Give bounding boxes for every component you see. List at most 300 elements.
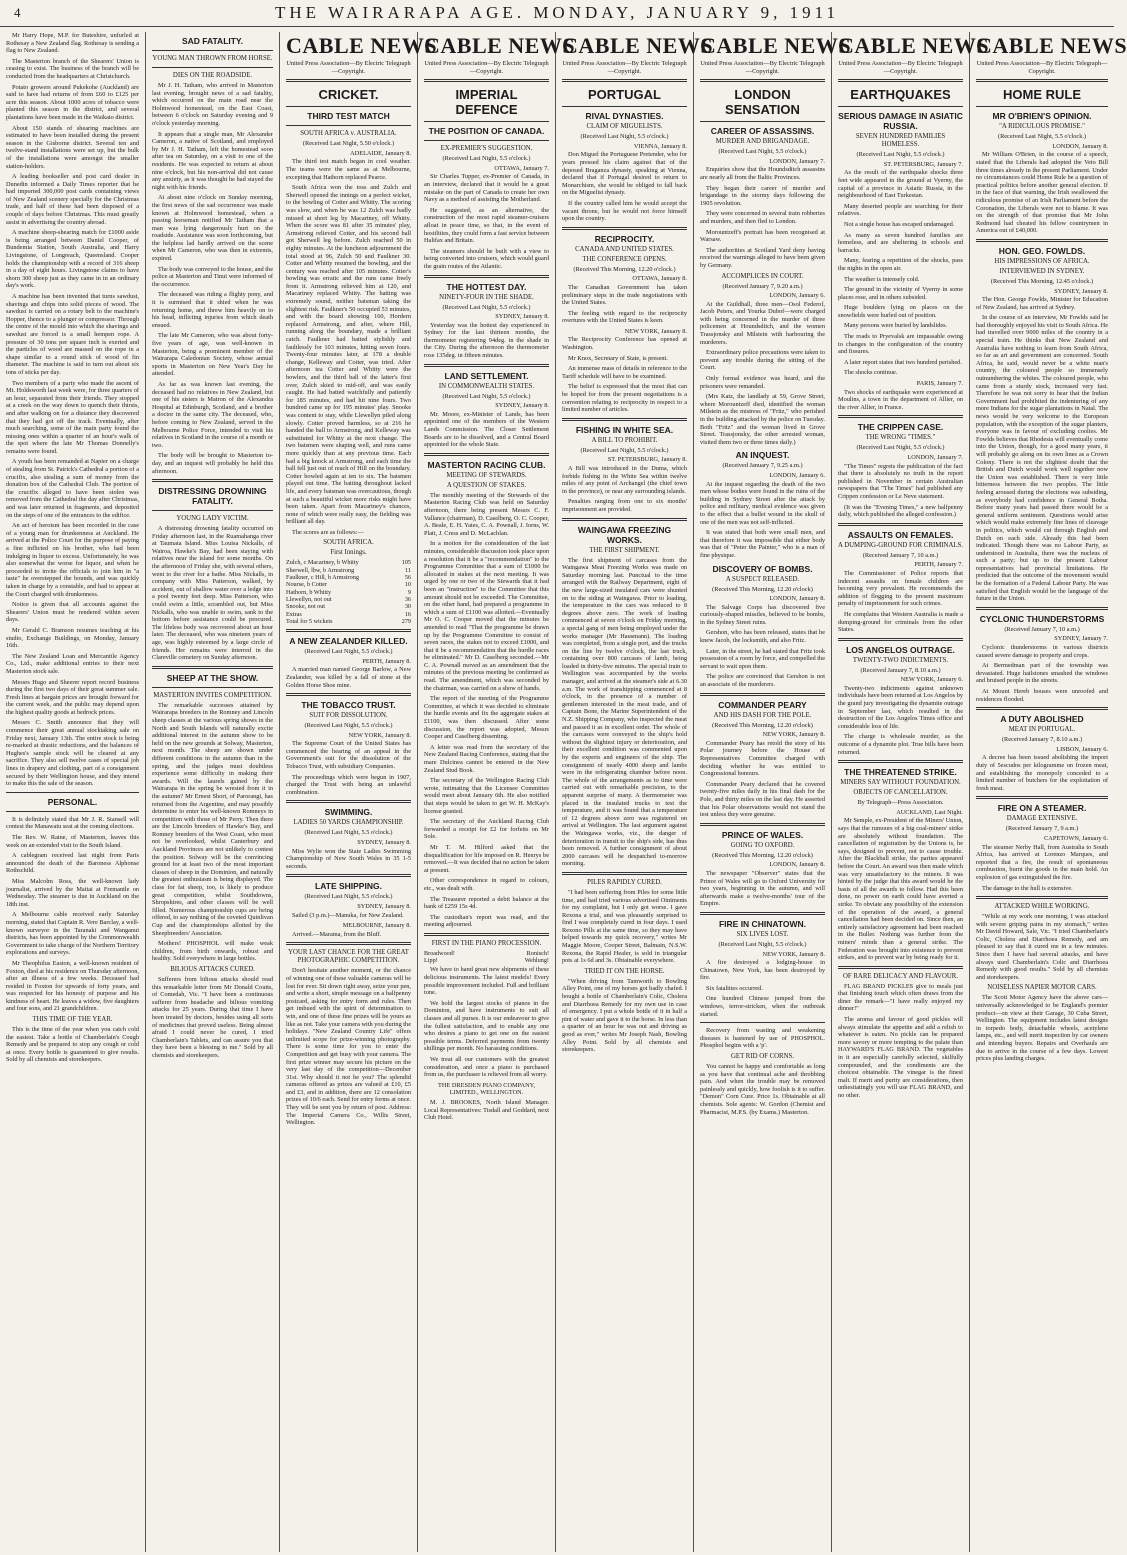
paragraph: At about nine o'clock on Sunday morning, the first news of the sad occurrence was made known at Holmwood homestead, when a passing horseman notified Mr Tatham that a man was lying dangerously hurt on the roadside. Assistance was soon forthcoming, but the helpless lad hardly arrived on the scene when Mr Cameron, who was then in extremis, expired. (152, 194, 273, 263)
brand: Lipp! (424, 957, 438, 965)
paragraph: At Bermedman part of the township was devastated. Huge hailstones smashed the windows and bruised people in the streets. (976, 662, 1108, 685)
paragraph: A letter was read from the secretary of the New Zealand Racing Conference, stating that the mare Dulcinea cannot be entered in the New Zealand Stud Book. (424, 743, 549, 774)
headline-late-shipping: LATE SHIPPING. (315, 881, 382, 892)
paragraph: Enquiries show that the Houndsditch assassins are nearly all from the Baltic Provinces. (700, 166, 825, 181)
divider (976, 106, 1108, 107)
paragraph: The authorities at Scotland Yard deny having received the warnings alleged to have been given by Germany. (700, 246, 825, 269)
piano-brands (424, 950, 549, 965)
received-line: (Received This Morning, 12.20 o'clock.) (573, 265, 676, 273)
headline-imperial-defence: IMPERIAL DEFENCE (455, 87, 518, 118)
paragraph: Six fatalities occurred. (706, 984, 763, 992)
column-2 (146, 32, 280, 1552)
paragraph: The Reciprocity Conference has opened at Washington. (562, 336, 687, 352)
paragraph: At the inquest regarding the death of the two men whose bodies were found in the ruins of the building in Sydney Street after the attack by police and military, medical evidence was given to the effect that a bullet wound in the skull of one of the men was not self-inflicted. (700, 480, 825, 526)
paragraph: Notice is given that all accounts against the Shearers' Union must be rendered within seven days. (6, 601, 139, 624)
paragraph: Miss Wylie won the State Ladies Swimming Championship of New South Wales in 35 1-5 seconds. (286, 847, 411, 870)
divider (562, 872, 687, 875)
paragraph: It was stated that both were small men, and that therefore it was impossible that either body was that of "Peter the Painter," who is a man of fine physique. (700, 529, 825, 559)
subheadline: THIRD TEST MATCH (307, 111, 390, 122)
received-line: (Received Last Night, 5.5 o'clock.) (580, 133, 669, 141)
score-row: Hathorn, b Whitty 9 (286, 588, 411, 596)
headline-assaults: ASSAULTS ON FEMALES. (847, 529, 954, 540)
paragraph: It is definitely stated that Mr J. R. Stansell will contest the Manawatu seat at the coming elections. (6, 815, 139, 831)
received-line: (Received January 7, 9.20 a.m.) (722, 282, 803, 290)
paragraph: The police are convinced that Gershon is not an associate of the murderers. (700, 673, 825, 689)
score-total: Total for 5 wickets 279 (286, 617, 411, 625)
divider (562, 227, 687, 230)
paragraph: As many as seven hundred families are homeless, and are sheltering in schools and barracks. (838, 231, 963, 254)
subheadline: SERIOUS DAMAGE IN ASIATIC RUSSIA. (838, 111, 963, 132)
paragraph: "When driving from Tamworth to Bowling Alley Point, one of my horses got badly chafed. I bought a bottle of Chamberlain's Colic, Cholera and Diarrhoea Remedy for my own use in case of emergency. I put a whole bottle of it in half a pint of water and gave it to the horse. In less than a quarter of an hour he was out and driving as good as ever," writes Mr Joseph Nash, Bowling Alley Point. Sold by all chemists and storekeepers. (562, 977, 687, 1054)
received-line: (Received Last Night, 5.5 o'clock.) (856, 151, 945, 159)
divider (286, 106, 411, 107)
divider (976, 896, 1108, 899)
divider (424, 140, 549, 141)
paragraph: The late Mr Cameron, who was about forty-five years of age, was well-known in Masterton, being a prominent member of the Wairarapa Caledonian Society, whose annual sports in Masterton on New Year's Day he attended. (152, 332, 273, 378)
cable-news-banner: CABLE NEWS (838, 33, 990, 58)
dateline: NEW YORK, January 8. (348, 731, 411, 739)
subheadline: HIS IMPRESSIONS OF AFRICA. (994, 257, 1090, 265)
headline-napier-cars: NOISELESS NAPIER MOTOR CARS. (987, 984, 1097, 992)
cable-news-banner: CABLE NEWS (286, 33, 438, 58)
dateline: SYDNEY, January 7. (1054, 635, 1108, 643)
paragraph: Two members of a party who made the ascent of Mt. Holdsworth last week were, for three quarters of an hour, separated from their friends. They stopped at a creek on the way down to quench their thirsts, and after walking on for a distance they discovered that they had got off the track. Eventually, after much searching, some of the main party found the missing ones within a quarter of an hour's walk of the spot where the late Mr Thomas Donnelly's remains were found. (6, 379, 139, 455)
subheadline: IN COMMONWEALTH STATES. (438, 382, 535, 390)
received-line: (Received Last Night, 5.5 o'clock.) (580, 446, 669, 454)
divider (976, 796, 1108, 799)
paragraph: The Rev. W. Raine, of Masterton, leaves this week on an extended visit to the South Island. (6, 834, 139, 849)
received-line: (Received Last Night, 5.5 o'clock.) (442, 392, 531, 400)
subheadline: MEAT IN PORTUGAL. (1008, 726, 1076, 734)
received-line: (Received January 7, 9 a.m.) (1005, 825, 1079, 833)
subheadline: GOING TO OXFORD. (730, 841, 795, 849)
received-line: (Received Last Night, 5.5 o'clock.) (304, 893, 393, 901)
paragraph: The body will be brought to Masterton to-day, and an inquest will probably be held this afternoon. (152, 452, 273, 475)
paragraph: In a motion for the consideration of the last minutes, considerable discussion took place upon a resolution that it be a "recommendation" to the Programme Committee that a sum of £1000 be allocated in stakes at the next meeting. It was urged by one or two of the Stewards that it had been an "instruction" to the Committee that this amount should not be exceeded. The Committee, on the other hand, had prepared a programme in which a sum of £1100 was allotted.—Eventually Mr O. C. Cooper moved that the minutes be amended to read "That the programme be drawn up by the Programme Committee to consist of seven races, the stakes not to exceed £1000, and that it be a recommendation that the hurdle races be eliminated." Mr D. Caselberg seconded.—Mr C. A. Pownall moved as an amendment that the minutes of the previous meeting be confirmed as read. The amendment, which was seconded by the chairman, was carried on a show of hands. (424, 540, 549, 692)
paragraph: A decree has been issued abolishing the import duty of 5escudos per kilogramme on frozen meat, and establishing the monopoly conceded to a limited number of butchers for the exploitation of fresh meat. (976, 754, 1108, 792)
subheadline: THE FIRST SHIPMENT. (589, 546, 660, 554)
dateline: PERTH, January 8. (362, 657, 411, 665)
agency-line: United Press Association—By Electric Telegraph—Copyright. (976, 60, 1108, 75)
headline-bombs: DISCOVERY OF BOMBS. (712, 563, 813, 574)
paragraph: The secretary of the Wellington Racing Club wrote, intimating that the Licensee Committee would meet about January 6th. He also notified that steps would be taken to get W. H. McKay's license granted. (424, 777, 549, 815)
headline-fowlds: HON. GEO. FOWLDS. (998, 245, 1086, 256)
subheadline: First Innings. (330, 549, 367, 557)
column-6 (694, 32, 852, 1552)
divider (286, 125, 411, 126)
paragraph: A distressing drowning fatality occurred on Friday afternoon last, in the Ruamahanga river at Taumata Island. Miss Louisa Nickalls, of Wairoa, Hawke's Bay, had been staying with relatives near the island for some months. On the afternoon of Friday she, with several others, went to the river for a bathe. Miss Nickalls, in company with Miss Patterson, walked, by accident, out of shallow water over a ledge into a pool twenty feet deep. Miss Patterson, who could swim a little, scrambled out, but Miss Nickalls, who was unable to swim, sank to the bottom before assistance could be procured. The lifeless body was recovered about an hour later. The deceased, who was nineteen years of age, was highly esteemed by a large circle of friends. Her remains were interred in the Clareville cemetery on Sunday afternoon. (152, 525, 273, 662)
cable-news-banner: CABLE NEWS (424, 33, 576, 58)
paragraph: Penalties ranging from one to six months' imprisonment are provided. (562, 498, 687, 513)
column-1 (0, 32, 146, 1552)
paragraph: The steamer Nerby Hall, from Australia to South Africa, has arrived at Lorenzo Marques, and reported that a fire, the result of spontaneous combustion, burnt the goods in the main hold. An explosion of gas extinguished the fire. (976, 843, 1108, 881)
headline-portugal: PORTUGAL (588, 87, 661, 103)
paragraph: Two shocks of earthquake were experienced at Moulins, a town in the department of Allier, on the river Allier, in France. (838, 388, 963, 411)
score-row: Zulch, c Macartney, b Whitty 105 (286, 559, 411, 567)
divider (700, 912, 825, 915)
received-line: (Received Last Night, 5.5 o'clock.) (856, 444, 945, 452)
divider (152, 50, 273, 51)
headline-white-sea: FISHING IN WHITE SEA. (575, 424, 674, 435)
paragraph: Mr Semple, ex-President of the Miners' Union, says that the rumours of a big coal-miners' strike are absolutely without foundation. The cancellation of registration by the Unions is, he says, designed to prevent, not to cause trouble. After the Blackball strike, the parties appeared before the Court. An award was then made which was very unsatisfactory to the miners. It was hinted by the judge that this award would be the basis of all the awards to follow. Had this been done, no power on earth could have averted a strike. To obviate any possibility of the extension of the operation of the award, a general cancellation had been decided on. Since then, an entirely satisfactory agreement had been reached in the Buller. Nothing was further from the miners' minds than a general strike. The Federation was brought into existence to prevent strikes, and to prevent war by being ready for it. (838, 817, 963, 962)
score-row: Sherwell, lbw, b Armstrong 11 (286, 566, 411, 574)
column-8 (970, 32, 1127, 1552)
divider (424, 121, 549, 122)
divider (424, 79, 549, 82)
paragraph: You cannot be happy and comfortable as long as you have that continual ache and throbbing pain. And when the trouble may be removed painlessly and quickly, how foolish is it to suffer. "Demon" Corn Cure. Price 1s. Obtainable at all chemists. Sole agents: W. Gordon (Chemist and Pharmacist, M.P.S. (by Exams.) Masterton. (700, 1063, 825, 1116)
divider (152, 687, 273, 688)
subheadline: MR O'BRIEN'S OPINION. (992, 111, 1092, 122)
paragraph: In the course of an interview, Mr Fowlds said he had thoroughly enjoyed his visit to South Africa. He had travelled over 9000 miles of the country in a special train. He thinks that New Zealand and Australia have nothing to learn from South Africa, so far as art and government are concerned. South Africa, he said, would never be a white man's country, the coloured people so immensely outnumbering the whites. The coloured people, who came from a sturdy stock, increased very fast. Therefore he was not sorry to hear that the Indian Government had prohibited the indenturing of any more Indians for the sugar plantations in Natal. The news would be very welcome to the European population, with the exception of the sugar planters, everyone was in favour of excluding coolies. Mr Fowlds believes that Rhodesia will eventually come into the Union, though, for a good many years, it will probably go along on its own lines as a Crown Colony. There is not the slightest doubt that the British and Dutch would work well together now the Union was established. There is very little bitterness between the two peoples. The little feeling aroused during the elections was subsiding, as everybody had confidence in General Botha. Before many years had passed there would be a general uniform sentiment. Questions would arise which would make extremely fine lines of cleavage in politics, which would cut through English and Dutch on each side. Already this had been indicated. Though there was no Labour Party, as understood in Australia, there was the nucleus of such a party; but up to the present Labour representatives had provincial limitations. He predicted that the outcome of the movement would be the formation of a Federal Labour Party. He was satisfied that English would be the language of the future in the Union. (976, 314, 1108, 603)
received-line: (Received January 7, 8.10 a.m.) (860, 666, 941, 674)
paragraph: Messrs C. Smith announce that they will commence their great annual stocktaking sale on Friday next, January 13th. The entire stock is being re-marked at drastic reductions, and the balances of Hughes's sample stock will be cleared at any sacrifice. They also sell twelve cases of special job lines in drapery and clothing, part of a consignment secured by their Wellington house, and they intend to make this the sale of the season. (6, 719, 139, 788)
headline-corns: GET RID OF CORNS. (731, 1053, 794, 1061)
received-line: (Received Last Night, 5.5 o'clock.) (718, 940, 807, 948)
paragraph: A married man named George Barlow, a New Zealander, was killed by a fall of stone at the Golden Horse Shoe mine. (286, 666, 411, 689)
paragraph: Later, in the street, he had stated that Fritz took possession of a room by force, and compelled the servant to wait upon them. (700, 647, 825, 670)
divider (286, 629, 411, 632)
cable-news-banner: CABLE NEWS (562, 33, 714, 58)
divider (838, 638, 963, 641)
subheadline: MEETING OF STEWARDS. (446, 471, 527, 479)
headline-peary: COMMANDER PEARY (718, 699, 807, 710)
subheadline: CANADA AND UNITED STATES. (575, 245, 674, 253)
divider (286, 800, 411, 803)
paragraph: Arrived.—Marama, from the Bluff. (292, 930, 382, 938)
divider (838, 79, 963, 82)
cable-news-banner: CABLE NEWS (976, 33, 1127, 58)
dateline: LONDON, January 8. (769, 595, 825, 603)
headline-pickles: OF RARE DELICACY AND FLAVOUR. (843, 972, 958, 980)
received-line: (Received Last Night, 5.50 o'clock.) (302, 140, 395, 148)
paragraph: An act of heroism has been recorded in the case of a young man for drunkenness at Auckland. He arrived at the Police Court for the purpose of paying a fine inflicted on his brother, who had been indulging in liquor to excess. Unfortunately, he was also somewhat the worse for liquor, and when he proceeded to invite the officials to join him in "a taste" he overstepped the bounds, and was quickly taken in charge by a constable, and had to appear at the Court charged with drunkenness. (6, 522, 139, 598)
received-line: (Received January 7, 10 a.m.) (862, 551, 939, 559)
paragraph: The third test match began in cool weather. The teams were the same as at Melbourne, excepting that Hathorn replaced Pearce. (286, 158, 411, 181)
paragraph: The first shipment of carcases from the Waingawa Meat Freezing Works was made on Saturday morning last. Punctual to the time arranged with the Railway Department, eight of the new large-sized insulated cars were shunted on to the siding at Waingawa. Prior to loading, the temperature in the cars was reduced to 8 degrees above zero. The work of loading commenced at seven o'clock on Friday morning, a special gang of men being employed under the works manager (Mr Hausmann). The loading was completed, from a single port, and the trucks on the line by twelve o'clock, the last truck, containing over 800 carcases of lamb, being loaded in thirty-five minutes. The special train to Wellington was accompanied by the works manager, and arrived at the steamer's side at 6.30 a.m. The work of transhipping commenced at 8 o'clock, in the presence of a number of gentlemen interested in the meat trade, and of Captain Bone, the Marine Superintendent of the N.Z. Shipping Company, who inspected the meat and passed it as in excellent order. The whole of the carcases were conveyed to the ship's hold without the slightest injury or deterioration, and their excellent condition was commented upon by the experts and engineers of the ship. The consignment of nearly 4000 sheep and lambs were in the refrigerating chamber before noon. The whole of the arrangements as to time were carried out with remarkable precision, to the apparent surprise of many. A thermometer was placed in the insulated trucks to test the temperature, and it was found that a temperature of 12 degrees above zero was registered on arrival at Wellington. The last argument against the Waingawa works, viz., the danger of deterioration in transit to the ship's side, has thus been removed. A further consignment of about 2000 carcases will be despatched to-morrow morning. (562, 556, 687, 868)
divider (6, 811, 139, 812)
column-7 (832, 32, 990, 1552)
subheadline: "A RIDICULOUS PROMISE." (999, 123, 1085, 131)
headline-swimming: SWIMMING. (324, 807, 373, 818)
subheadline: OBJECTS OF CANCELLATION. (853, 789, 948, 797)
paragraph: Mr Gerald C. Bramson resumes teaching at his studio, Exchange Buildings, on Monday, January 16th. (6, 626, 139, 650)
paragraph: An immense mass of details in reference to the Tariff schedule will have to be examined. (562, 365, 687, 380)
paragraph: A machine sheep-shearing match for £1000 aside is being arranged between Daniel Cooper, of Bundemia Station, South Australia, and Harry Livingstone, of Longreach, Queensland. Cooper holds the championship with a record of 316 sheep in a day of eight hours. Livingstone claims to have shorn 300 sheep just as they came in in an ordinary day's work. (6, 229, 139, 290)
paragraph: The monthly meeting of the Stewards of the Masterton Racing Club was held on Saturday afternoon, there being present Messrs C. F. Vallance (chairman), D. Caselberg, O. C. Cooper, A. Beale, E. H. Yates, C. A. Pownall, J. Iorns, W. Platt, J. Cress and D. McLachlan. (424, 491, 549, 537)
paragraph: FLAG BRAND PICKLES give to meals just that finishing touch which often draws from the diner the remark—"I have really enjoyed my dinner!" (838, 982, 963, 1013)
paragraph: Messrs Hugo and Sheerer report record business during the first two days of their great summer sale. Fresh lines at bargain prices are brought forward for the current week, and the public may depend upon the highest quality goods at bedrock prices. (6, 678, 139, 716)
paragraph: M. J. BROOKES, North Island Manager. Local Representatives: Tisdall and Goddard, next Club Hotel. (424, 1098, 549, 1122)
paragraph: The scores are as follows:— (292, 528, 364, 536)
received-line: (Received January 7, 8.10 a.m.) (1001, 736, 1083, 744)
paragraph: They were concerned in several train robberies and murders, and then fled to London. (700, 210, 825, 225)
received-line: (Received This Morning, 12.45 o'clock.) (990, 277, 1094, 285)
score-row: Faulkner, c Hill, b Armstrong 56 (286, 574, 411, 582)
dateline: ST. PETERSBURG, January 7. (883, 160, 963, 168)
paragraph: The damage to the hull is extensive. (982, 884, 1073, 892)
dateline: MELBOURNE, January 8. (342, 922, 411, 930)
divider (152, 510, 273, 511)
received-line: (Received Last Night, 5.5 o'clock.) (442, 155, 531, 163)
paragraph: Mr T. M. Hilford asked that the disqualification for life imposed on R. Henrys be removed.—It was decided that no action be taken at present. (424, 843, 549, 874)
agency-line: United Press Association—By Electric Telegraph—Copyright. (424, 60, 549, 75)
headline-sad-fatality: SAD FATALITY. (181, 36, 244, 46)
paragraph: Sir Charles Tupper, ex-Premier of Canada, in an interview, declared that it would be a great mistake on the part of Canada to create her own Navy as a method of assisting the Motherland. (424, 173, 549, 204)
dateline: LONDON, January 7. (907, 454, 963, 461)
paragraph: The Scott Motor Agency have the above cars—universally acknowledged to be England's premier product—on view at their Garage, 30 Cuba Street, Wellington. The equipment includes latest designs in torpedo body, detachable wheels, acetylene lamps, etc., and will merit inspection by car owners and intending buyers. Repairs and Overhauls are due to arrive in the course of a few days. Lowest prices plus landing charges. (976, 994, 1108, 1063)
paragraph: The weather is intensely cold. (844, 275, 920, 283)
paragraph: The body was conveyed to the house, and the police at Masterton and Tinui were informed of the occurrence. (152, 265, 273, 288)
paragraph: The shocks continue. (844, 369, 898, 377)
headline-steamer-fire: FIRE ON A STEAMER. (997, 803, 1087, 814)
received-line: By Telegraph—Press Association. (857, 799, 944, 807)
headline-inquest: AN INQUEST. (735, 450, 790, 461)
headline-personal: PERSONAL. (47, 796, 98, 807)
divider (700, 79, 825, 82)
paragraph: The roads to Pryevalsk are impassable owing to changes in the configuration of the country and fissures. (838, 333, 963, 356)
subheadline: CAREER OF ASSASSINS. (710, 126, 815, 137)
paragraph: The belief is expressed that the most that can be hoped for from the present negotiations is a convention relating to reciprocity in respect to a limited number of articles. (562, 383, 687, 414)
paragraph: The secretary of the Auckland Racing Club forwarded a receipt for £2 for forfeits on Mr Sole. (424, 818, 549, 841)
received-line: (Received Last Night, 5.5 o'clock.) (304, 722, 393, 730)
divider (286, 942, 411, 945)
paragraph: Extraordinary police precautions were taken to prevent any trouble during the sitting of the Court. (700, 349, 825, 372)
paragraph: A machine has been invented that turns sawdust, shavings and chips into solid pieces of wood. The sawdust is carried on a rotary belt to the machine's Hopper, thence to a plunger or compressor. Through the centre of the mould into which the shavings and sawdust are forced is a small hempen rope. A pressure of 30 tons per square inch is exerted and the particles of wood are massed on the rope in a shape similar to a round stick of wood of fin diameter. The machine is said to turn out about six tons of sticks per day. (6, 293, 139, 376)
received-line: (Received Last Night, 5.5 o'clock.) (304, 648, 393, 656)
divider (562, 106, 687, 107)
paragraph: Yesterday was the hottest day experienced in Sydney for the last thirteen months, the thermometer registering 94deg. in the shade in the City. During the afternoon the thermometer rose 135deg. in fifteen minutes. (424, 321, 549, 360)
divider (424, 933, 549, 936)
paragraph: Mr. Moore, ex-Minister of Lands, has been appointed one of the members of the Western Lands Commission. The Closer Settlement Boards are to be dissolved, and a Central Board appointed for the whole State. (424, 410, 549, 449)
paragraph: Cyclonic thunderstorms in various districts caused severe damage to property and crops. (976, 644, 1108, 659)
paragraph: As far as was known last evening, the deceased had no relatives in New Zealand, but one of his sisters is Matron of the Alexandra Hospital at Edinburgh, Scotland, and a brother a doctor in the same city. The deceased, who, before coming to New Zealand, served in the Melbourne Police Force, intended to visit his relatives in Scotland in the course of a month or two. (152, 380, 273, 449)
dateline: SYDNEY, January 8. (495, 313, 549, 321)
paragraph: One hundred Chinese jumped from the windows, terror-stricken, when the outbreak started. (700, 995, 825, 1018)
dateline: NEW YORK, January 8. (762, 950, 825, 958)
paragraph: The Masterton branch of the Shearers' Union is ceasing to exist. The business of the branch will be conducted from the headquarters at Christchurch. (6, 57, 139, 80)
agency-line: United Press Association—By Electric Telegraph—Copyright. (286, 60, 411, 75)
received-line: (Received This Morning, 12.20 o'clock) (712, 851, 813, 859)
headline-duty-abolished: A DUTY ABOLISHED (1000, 714, 1084, 725)
divider (700, 121, 825, 122)
paragraph: The Treasurer reported a debit balance at the bank of £259 15s 4d. (424, 895, 549, 911)
headline-racing-club: MASTERTON RACING CLUB. (427, 459, 546, 470)
paragraph: The Supreme Court of the United States has commenced the hearing of an appeal in the Government's suit for the dissolution of the Tobacco Trust, with subsidiary Companies. (286, 740, 411, 771)
dateline: OTTAWA, January 7. (494, 164, 549, 172)
paragraph: Gershon, who has been released, states that he knew Jacob, the locksmith, and also Fritz. (700, 629, 825, 645)
paragraph: "While at my work one morning, I was attacked with severe griping pains in my stomach," writes Mr David Howard, Sale, Vic. "I tried Chamberlain's Colic, Cholera and Diarrhoea Remedy, and am pleased to say that it cured me in a few minutes. Since then I have had several attacks, and have always used Chamberlain's Colic and Diarrhoea Remedy with good results." Sold by all chemists and storekeepers. (976, 913, 1108, 981)
headline-nz-killed: A NEW ZEALANDER KILLED. (289, 636, 408, 647)
paragraph: The Hon. George Fowlds, Minister for Education of New Zealand, has arrived at Sydney. (976, 296, 1108, 311)
paragraph: The newspaper "Observer" states that the Prince of Wales will go to Oxford University for two years, beginning in the autumn, and will afterwards make a twelve-months' tour of the Empire. (700, 869, 825, 908)
headline-london-sensation: LONDON SENSATION (725, 87, 800, 118)
paragraph: Mr Knox, Secretary of State, is present. (568, 354, 668, 362)
paragraph: A later report states that two hundred perished. (844, 358, 962, 366)
divider (286, 693, 411, 696)
paragraph: The Salvage Corps has discovered five curiously-shaped missiles, believed to be bombs, in the Sydney Street ruins. (700, 603, 825, 626)
brand: Wehlung! (524, 957, 549, 965)
paragraph: He complains that Western Australia is made a dumping-ground for criminals from the other States. (838, 610, 963, 634)
paragraph: The Commissioner of Police reports that indecent assaults on female children are becoming very prevalent. He recommends the addition of flogging to the present maximum penalty of imprisonment for such crimes. (838, 569, 963, 608)
paragraph: Twenty-two indictments against unknown individuals have been returned at Los Angelos by the grand jury investigating the dynamite outrage in September last, which resulted in the destruction of the Los Angelos Times office and considerable loss of life. (838, 684, 963, 730)
subheadline: YOUNG LADY VICTIM. (176, 515, 249, 523)
subheadline: A SUSPECT RELEASED. (725, 575, 800, 583)
paragraph: The remarkable successes attained by Wairarapa breeders in the Romney and Lincoln sheep classes at the various spring shows in the North and South Islands will naturally excite additional interest in the autumn show to be held on the new grounds at Solway, Masterton, next month. The sheep are shown under different conditions in the autumn than in the spring, and the judges must doubtless experience some difficulty in making their awards. Will the laurels gained by the Wairarapa in the spring be wrested from it in the autumn? Mr Ernest Short, of Parorangi, has returned from the Argentine, and may possibly determine to enter his well-known Romneys in competition with those of Mr Perry. Then there are the Lincoln breeders of Hawke's Bay, and Romney breeders of the West Coast, who must not be overlooked, whilst Canterbury and Auckland Provinces are not unlikely to contest the position. Solway will be the convincing ground for at least two of the most important classes of sheep in the Dominion, and naturally the greatest enthusiasm is being displayed. The class for fat sheep, too, is likely to produce great competition, whilst Southdowns, Shropshires, and other classes will be well filled. Numerous championship cups are being offered, to say nothing of the coveted Quinlivan Cup and the championships allotted by the Sheepbreeders' Association. (152, 701, 273, 937)
headline-waingawa: WAINGAWA FREEZING WORKS. (577, 524, 672, 545)
paragraph: It appears that a single man, Mr Alexander Cameron, a native of Scotland, and employed by Mr J. H. Tatham, left the homestead soon after tea on Saturday, on a visit to one of the residents. He was expected to return at about nine o'clock, but his non-arrival did not cause any anxiety, as it was thought he had stayed the night with his friends. (152, 130, 273, 191)
paragraph: Potato growers around Pukekohe (Auckland) are said to have had returns of from £60 to £125 per acre this season. About 1000 acres of tobacco were planted this season in the district, and several plantations have been made in the Waikato district. (6, 83, 139, 121)
headline-cricket: CRICKET. (318, 87, 379, 103)
divider (838, 523, 963, 526)
divider (286, 874, 411, 877)
dateline: VIENNA, January 8. (633, 142, 687, 150)
paragraph: Other correspondence in regard to colours, etc., was dealt with. (424, 877, 549, 892)
divider (286, 79, 411, 82)
subheadline: TWENTY-TWO INDICTMENTS. (852, 656, 949, 664)
paragraph: A fire destroyed a lodging-house in Chinatown, New York, has been destroyed by fire. (700, 959, 825, 982)
divider (424, 275, 549, 278)
headline-photo-competition: YOUR LAST CHANCE FOR THE GREAT PHOTOGRAPHIC COMPETITION. (288, 949, 409, 965)
paragraph: The charge is wholesale murder, as the outcome of a dynamite plot. True bills have been returned. (838, 733, 963, 756)
dateline: AUCKLAND, Last Night. (896, 808, 963, 816)
dateline: LONDON, January 6. (769, 471, 825, 479)
received-line: (Received Last Night, 5.5 o'clock.) (997, 133, 1087, 141)
subheadline: SOUTH AFRICA v. AUSTRALIA. (300, 130, 397, 138)
headline-reciprocity: RECIPROCITY. (594, 233, 655, 244)
received-line: (Received January 7, 9.25 a.m.) (722, 462, 803, 470)
headline-piano-procession: FIRST IN THE PIANO PROCESSION. (431, 939, 542, 947)
paragraph: The report of the meeting of the Programme Committee, at which it was decided to eliminate the hurdle events and fix the aggregate stakes at £1100, was then discussed. After some discussion, the report was adopted, Messrs Cooper and Caselberg dissenting. (424, 695, 549, 741)
divider (152, 479, 273, 482)
subheadline: THE WRONG "TIMES." (865, 434, 936, 442)
received-line: (Received This Morning, 12.20 o'clock) (712, 721, 813, 729)
score-table (286, 559, 411, 625)
subheadline: THE CONFERENCE OPENS. (582, 255, 667, 263)
score-row: Extras 16 (286, 610, 411, 618)
paragraph: A cablegram received last night from Paris announced the death of the Baroness Alphonse Rothschild. (6, 852, 139, 875)
paragraph: He suggested, as an alternative, the construction of the most rapid steamer-cruisers afloat in peace time, so that, in the event of hostilities, they could form a fast service between Halifax and Britain. (424, 206, 549, 245)
paragraph: Mr Harry Hope, M.P. for Buteshire, unfurled at Rothesay a New Zealand flag. Rothesay is sending a flag to New Zealand. (6, 32, 139, 55)
subheadline: NINETY-FOUR IN THE SHADE. (439, 293, 534, 301)
subheadline: SUIT FOR DISSOLUTION. (309, 712, 388, 720)
dateline: NEW YORK, January 8. (624, 327, 687, 335)
subheadline: DAMAGE EXTENSIVE. (1006, 815, 1078, 823)
paragraph: At the Guildhall, three men—Osol Federof, Jacob Peters, and Yourka Dubof—were charged with being concerned in the murder of three policemen at Houndsditch, and the women Trassjonsky and Milstein with harbouring the murderers. (700, 300, 825, 346)
paragraph: Don't hesitate another moment, or the chance of winning one of these valuable cameras will be lost for ever. Sit down right away, seize your pen, and write a short, simple message on a halfpenny postcard, asking for entry form and rules. Then get imbued with the spirit of determination to win, and one of these fine prizes will be yours as like as not. Take your camera with you during the holidays. "New Zealand Country Life" offers unlimited scope for prize-winning photography. There is some time for you to enter the Competition and get busy with your camera. The first prize winner may secure his picture on the very last day of the competition—December 31st. Why should it not be you? The splendid cameras offered as prizes are valued at £10, £5 and £3, and in addition, there are 12 consolation prizes of 10/6 each. Send for entry forms at once. They will be sent you by return of post. Address: The Imperial Camera Co., Willis Street, Wellington. (286, 967, 411, 1127)
paragraph: As the result of the earthquake shocks three feet wide appeared in the ground at Vyerny, the capital of a province in Asiatic Russia, in the neighbourhood of East Turkestan. (838, 169, 963, 200)
score-row: Nourse, b Cotter 10 (286, 581, 411, 589)
subheadline: MASTERTON INVITES COMPETITION. (153, 691, 272, 699)
paragraph: A leading bookseller and post card dealer in Dunedin informed a Daily Times reporter that he had imported 300,000 post cards containing views of New Zealand scenery specially for the Christmas trade, and half of these had been disposed of a couple of days before Christmas. This must greatly assist in advertising the country abroad. (6, 173, 139, 226)
headline-strike: THE THREATENED STRIKE. (844, 767, 957, 778)
agency-line: United Press Association—By Electric Telegraph—Copyright. (838, 60, 963, 75)
paragraph: (Mrs Katz, the landlady at 59, Grove Street, where Morountzeff died, identified the woman Milstein as the mistress of "Fritz," who perished in the building attacked by the police on Tuesday. Both "Fritz" and the woman lived in Grove Street. Trassjonsky, the other arrested woman, visited them two or three times daily.) (700, 393, 825, 446)
paragraph: Mr William O'Brien, in the course of a speech, stated that the Liberals had adopted the Veto Bill three times already in the present Parliament. Under no circumstances could Home Rule be a question of practical politics before another general election. If in the face of that warning, the Irish swallowed the ridiculous promise of an Irish Parliament before the Coronation, the Liberals were not to blame. It was on the strength of that promise that Mr John Redmond had cheated his fellow countrymen in America out of £40,000. (976, 151, 1108, 235)
paragraph: Not a single house has escaped undamaged. (844, 220, 955, 228)
paragraph: Mr Theophilus Easton, a well-known resident of Foxton, died at his residence on Thursday afternoon, after an illness of a few weeks. Deceased had resided in Foxton for upwards of forty years, and was respected for his honesty of purpose and his kindness of heart. He leaves a widow, five daughters and four sons, and 21 grandchildren. (6, 959, 139, 1013)
headline-hottest-day: THE HOTTEST DAY. (446, 281, 527, 292)
dateline: LONDON, January 8. (1052, 142, 1108, 150)
paragraph: Commander Peary has retold the story of his Polar journey before the House of Representatives Committee charged with deciding whether he was entitled to Congressional honours. (700, 739, 825, 778)
paragraph: Miss Malcolm Ross, the well-known lady journalist, arrived by the Maitai at Fremantle on Wednesday. The steamer is due in Auckland on the 18th inst. (6, 877, 139, 908)
headline-bilious: BILIOUS ATTACKS CURED. (170, 965, 255, 973)
divider (424, 364, 549, 367)
paragraph: A Melbourne cable received early Saturday morning, stated that Captain R. Vere Barclay, a well-known surveyor in the Taranaki and Wanganui districts, has been appointed by the Commonwealth Government to take charge of the Northern Territory explorations and surveys. (6, 911, 139, 957)
page-number: 4 (14, 5, 21, 20)
paragraph: Many deserted people are searching for their relatives. (838, 202, 963, 218)
headline-prince-of-wales: PRINCE OF WALES. (721, 829, 804, 840)
divider (976, 607, 1108, 610)
divider (838, 415, 963, 418)
masthead-title: THE WAIRARAPA AGE. MONDAY, JANUARY 9, 1911 (275, 3, 839, 22)
paragraph: We hold the largest stocks of pianos in the Dominion, and have instruments to suit all classes and all purses. It is our endeavour to give the fullest satisfaction, and to enable any one who desires a piano to get one on the easiest possible terms. Deferred payments from twenty shillings per month. No harassing conditions. (424, 999, 549, 1053)
dateline: SYDNEY, January 8. (357, 903, 411, 911)
divider (152, 666, 273, 669)
headline-sheep-show: SHEEP AT THE SHOW. (166, 672, 259, 683)
cable-news-banner: CABLE NEWS (700, 33, 852, 58)
headline-earthquakes: EARTHQUAKES (850, 87, 951, 103)
paragraph: The ground in the vicinity of Vyerny in some places rose, and in others subsided. (838, 286, 963, 301)
subheadline: SEVEN HUNDRED FAMILIES HOMELESS. (855, 133, 946, 149)
paragraph: Many persons were buried by landslides. (844, 322, 948, 330)
subheadline: CLAIM OF MIGUELISTS. (586, 123, 663, 131)
headline-time-of-year: THIS TIME OF THE YEAR. (32, 1016, 113, 1024)
score-row: Snooke, not out 30 (286, 603, 411, 611)
dateline: ST. PETERSBURG, January 8. (607, 456, 687, 464)
headline-piles: PILES RAPIDLY CURED. (587, 878, 662, 886)
paragraph: The deceased was riding a flighty pony, and it is surmised that it shied when he was returning home, and threw him heavily on to his head, inflicting injuries from which death ensued. (152, 291, 273, 329)
paragraph: Huge boulders lying on places on the snowfields were hurled out of position. (838, 304, 963, 319)
divider (838, 760, 963, 763)
dateline: PERTH, January 7. (914, 561, 963, 569)
dateline: ADELAIDE, January 8. (350, 149, 411, 157)
paragraph: They began their career of murder and brigandage in the stormy days following the 1905 revolution. (700, 184, 825, 207)
subheadline: LADIES 50 YARDS CHAMPIONSHIP. (293, 819, 404, 827)
headline-chinatown-fire: FIRE IN CHINATOWN. (718, 918, 807, 929)
paragraph: "I had been suffering from Piles for some little time, and had tried various advertised Ointments for my complaint, but I only got worse. I gave Rexona a trial, and was pleasantly surprised to find I was completely cured in four days. I used Rexono Pills at the same time, so they may have helped towards my quick recovery," writes Mr Maggie Moore, Cooper Street, Balmain, N.S.W. Rexona, the Rapid Healer, is sold in triangular pots at 1s 6d and 3s. Obtainable everywhere. (562, 888, 687, 965)
paragraph: A Bill was introduced in the Duma, which forbids fishing in the White Sea within twelve miles of any point of Archangel (the chief town in the province), or near any surrounding islands. (562, 465, 687, 495)
dateline: OTTAWA, January 8. (632, 275, 687, 283)
divider (700, 823, 825, 826)
paragraph: The Canadian Government has taken preliminary steps in the trade negotiations with the United States. (562, 283, 687, 307)
paragraph: The proceedings which were begun in 1907, charged the Trust with being an unlawful combination. (286, 773, 411, 796)
paragraph: South Africa won the toss and Zulch and Sherwell opened the innings on a perfect wicket, to the bowling of Cotter and Whitty. The scoring was slow, and when he was 12 Zulch was badly missed at short leg by Macartney, off Whitty. When the score was 81 after 35 minutes' play, Armstrong relieved Cotter, and his second ball got Sherwell leg before. Zulch reached 50 in eighty minutes. At the luncheon adjournment the total stood at 96, Zulch 50 and Faulkner 30. Cotter and Whitty resumed the bowling, and the century was reached after 105 minutes. Cotter's bowling was erratic and the runs came freely from it. Armstrong relieved him at 120, and Macartney replaced Whitty. The batting was extremely sound, neither batsman taking the slightest risk. Faulkner's 50 occupied 53 minutes, and with the board showing 160, Hordern replaced Armstrong, and after, where Hill, running along the boundary, made a brilliant catch. Faulkner had batted stylishly and faultlessly for 103 minutes, hitting seven fours. Twenty-four minutes later, at 178 a double change, Kelleway and Cotter, was tried. After afternoon tea Cotter and Whitty were the bowlers, and the third ball of the latter's first over, Zulch skied to mid-off, and was easily caught. He had batted watchfully and patiently for 185 minutes, and had hit nine fours. Two hundred came up for 195 minutes' play. Snooke was content to stay, while Llewellyn piled along slowly. Cotter proved harmless, so at 216 he handed the ball to Armstrong, and Kelleway was substituted for Whitty at the next change. The two batsmen were shaping well, and runs came more quickly than at any previous time. Each had a big knock at Armstrong, and each time the ball fell just out of reach of Hill on the boundary. Cotter bowled again at ten to six. The batsmen played out time. The batting throughout lacked life, and every batsman was overcautious, though at such a beautiful wicket more risks might have been taken. Apart from Macartney's chances, none of which were really easy, the fielding was brilliant all day. (286, 184, 411, 526)
divider (976, 239, 1108, 242)
dateline: PARIS, January 7. (916, 380, 963, 388)
divider (6, 792, 139, 793)
subheadline: ACCOMPLICES IN COURT. (721, 272, 804, 280)
received-line: (Received Last Night, 5.5 o'clock.) (304, 829, 393, 837)
divider (838, 966, 963, 969)
paragraph: We treat all our customers with the greatest consideration, and once a piano is purchased from us, the purchaser is relieved from all worry. (424, 1056, 549, 1079)
dateline: LONDON, January 8. (769, 861, 825, 869)
paragraph: About 150 stands of shearing machines are estimated to have been installed during the present season in the Gisborne district. Several ten and twelve-stand installations were set up, but the bulk of the installations were amongst the smaller station-holders. (6, 124, 139, 170)
headline-home-rule: HOME RULE (1003, 87, 1081, 103)
dateline: LONDON, January 6. (769, 292, 825, 300)
headline-crippen: THE CRIPPEN CASE. (857, 422, 944, 433)
paragraph: Morountzeff's portrait has been recognised at Warsaw. (700, 228, 825, 244)
masthead (0, 0, 1114, 27)
paragraph: This is the time of the year when you catch cold the easiest. Take a bottle of Chamberlain's Cough Remedy and be prepared to stop any cough or cold at once. Every bottle is guaranteed to give results. Sold by all chemists and storekeepers. (6, 1026, 139, 1064)
dateline: CAPETOWN, January 6. (1044, 834, 1108, 842)
brand: Ronisch! (526, 949, 549, 957)
divider (976, 707, 1108, 710)
divider (976, 79, 1108, 82)
column-5 (556, 32, 714, 1552)
headline-los-angelos: LOS ANGELOS OUTRAGE. (846, 644, 955, 655)
paragraph: The custodian's report was read, and the meeting adjourned. (424, 913, 549, 929)
paragraph: "The Times" regrets the publication of the fact that there is absolutely no truth in the report published in November in certain Australian newspapers that "The Times" had published any Crippen confession or Le Neve statement. (838, 462, 963, 500)
